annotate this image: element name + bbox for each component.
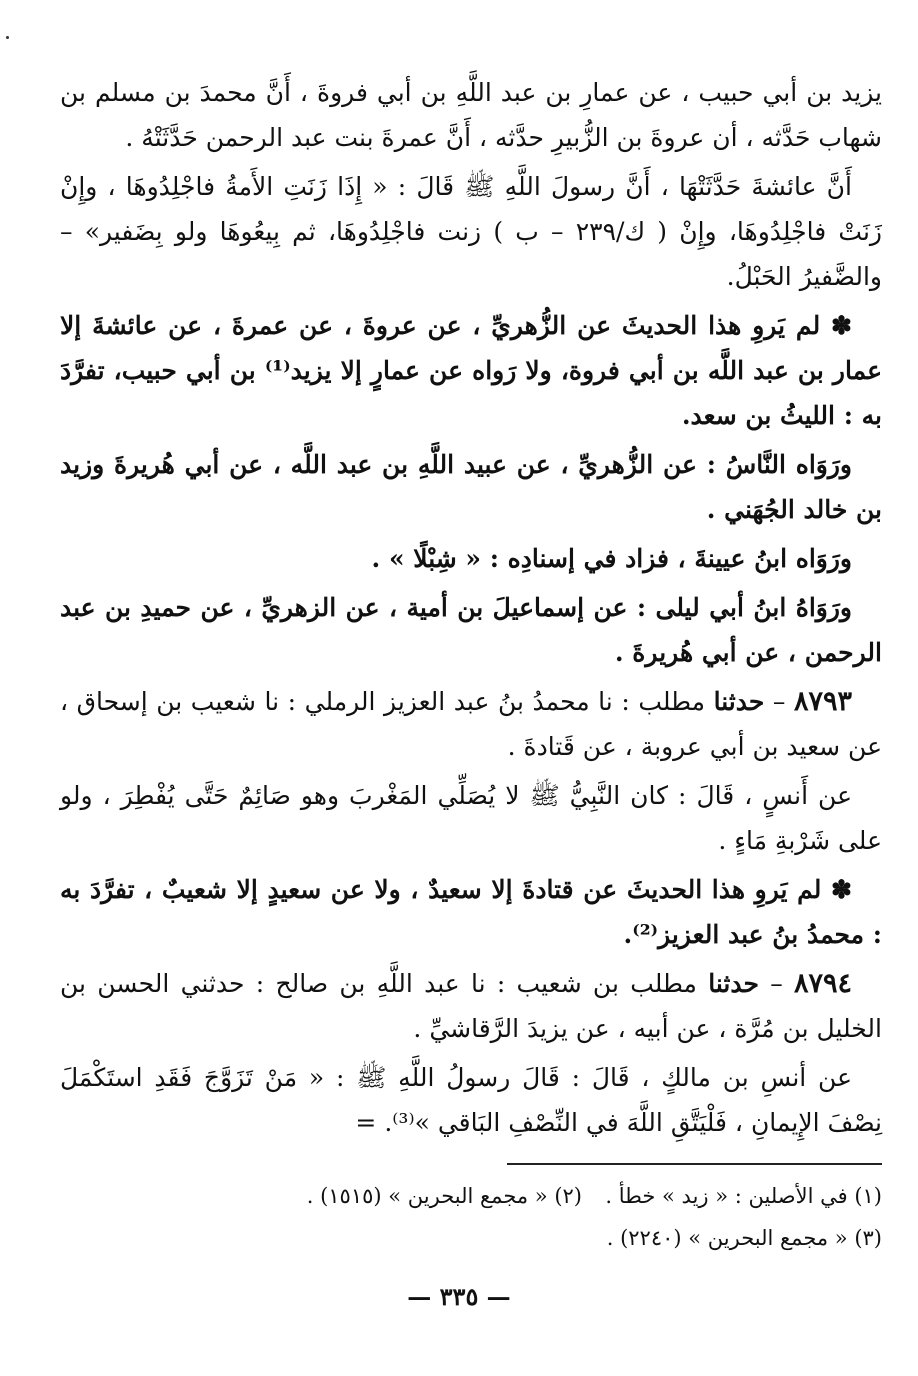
commentary-paragraph: ورَوَاه النَّاسُ : عن الزُّهريِّ ، عن عبيد اللَّهِ بن عبد اللَّه ، عن أبي هُريرةَ وزيد بن خالد الجُهَني .	[60, 450, 882, 524]
hadith-matn: عن أنسِ بن مالكٍ ، قَالَ : قَالَ رسولُ اللَّهِ ﷺ : « مَنْ تَزَوَّجَ فَقَدِ استَكْمَلَ نِصْفَ الإِيمانِ ، فَلْيَتَّقِ اللَّهَ في النِّصْفِ البَاقي »⁽³⁾. =	[60, 1063, 882, 1137]
hadith-matn: أَنَّ عائشةَ حَدَّثَتْهَا ، أَنَّ رسولَ اللَّهِ ﷺ قَالَ : « إِذَا زَنَتِ الأَمةُ فاجْلِدُوهَا ، وإِنْ زَنَتْ فاجْلِدُوهَا، وإِنْ ( ك/٢٣٩ – ب ) زنت فاجْلِدُوهَا، ثم بِيعُوهَا ولو بِضَفير» – والضَّفيرُ الحَبْلُ.	[60, 172, 882, 291]
footnote-2: (٢) « مجمع البحرين » (١٥١٥) .	[306, 1184, 582, 1208]
hadith-number: ٨٧٩٣	[793, 686, 852, 717]
commentary-paragraph: ورَوَاه ابنُ عيينةَ ، فزاد في إسنادِه : « شِبْلًا » .	[371, 544, 852, 573]
page-body	[60, 70, 882, 1149]
footnote-row	[60, 1175, 882, 1217]
hadith-number: ٨٧٩٤	[793, 968, 852, 999]
footnote-3: (٣) « مجمع البحرين » (٢٢٤٠) .	[606, 1226, 882, 1250]
footnote-row	[60, 1217, 882, 1259]
hadith-lead-word: حدثنا	[708, 969, 759, 998]
commentary-paragraph: ✽ لم يَروِ هذا الحديثَ عن قتادةَ إلا سعيدٌ ، ولا عن سعيدٍ إلا شعيبٌ ، تفرَّدَ به : محمدُ بنُ عبد العزيز⁽²⁾.	[60, 875, 882, 949]
hadith-isnad: مطلب بن شعيب : نا عبد اللَّهِ بن صالح : حدثني الحسن بن الخليل بن مُرَّة ، عن أبيه ، عن يزيدَ الرَّقاشيِّ .	[60, 969, 882, 1043]
hadith-isnad: مطلب : نا محمدُ بنُ عبد العزيز الرملي : نا شعيب بن إسحاق ، عن سعيد بن أبي عروبة ، عن قَتادةَ .	[60, 687, 882, 761]
page-number: — ٣٣٥ —	[407, 1282, 511, 1311]
hadith-lead-word: حدثنا	[713, 687, 765, 716]
isnad-paragraph: يزيد بن أبي حبيب ، عن عمارِ بن عبد اللَّهِ بن أبي فروةَ ، أَنَّ محمدَ بن مسلم بن شهاب حَدَّثه ، أن عروةَ بن الزُّبيرِ حدَّثه ، أَنَّ عمرةَ بنت عبد الرحمن حَدَّثَتْهُ .	[60, 78, 882, 152]
footnote-divider	[507, 1163, 882, 1165]
footnote-1: (١) في الأصلين : « زيد » خطأ .	[605, 1184, 882, 1208]
commentary-paragraph: ورَوَاهُ ابنُ أبي ليلى : عن إسماعيلَ بن أمية ، عن الزهريِّ ، عن حميدِ بن عبد الرحمن ، عن أبي هُريرةَ .	[60, 593, 882, 667]
commentary-paragraph: ✽ لم يَروِ هذا الحديثَ عن الزُّهريِّ ، عن عروةَ ، عن عمرةَ ، عن عائشةَ إلا عمار بن عبد اللَّه بن أبي فروة، ولا رَواه عن عمارٍ إلا يزيد⁽¹⁾ بن أبي حبيب، تفرَّدَ به : الليثُ بن سعد.	[60, 311, 882, 430]
scan-speck	[6, 36, 9, 39]
hadith-matn: عن أَنسٍ ، قَالَ : كان النَّبِيُّ ﷺ لا يُصَلِّي المَغْربَ وهو صَائِمٌ حَتَّى يُفْطِرَ ، ولو على شَرْبةِ مَاءٍ .	[60, 781, 882, 855]
footnotes	[60, 1175, 882, 1259]
hadith-entry: ٨٧٩٤ – حدثنا مطلب بن شعيب : نا عبد اللَّهِ بن صالح : حدثني الحسن بن الخليل بن مُرَّة ، عن أبيه ، عن يزيدَ الرَّقاشيِّ .	[60, 968, 882, 1043]
hadith-entry: ٨٧٩٣ – حدثنا مطلب : نا محمدُ بنُ عبد العزيز الرملي : نا شعيب بن إسحاق ، عن سعيد بن أبي عروبة ، عن قَتادةَ .	[60, 686, 882, 761]
